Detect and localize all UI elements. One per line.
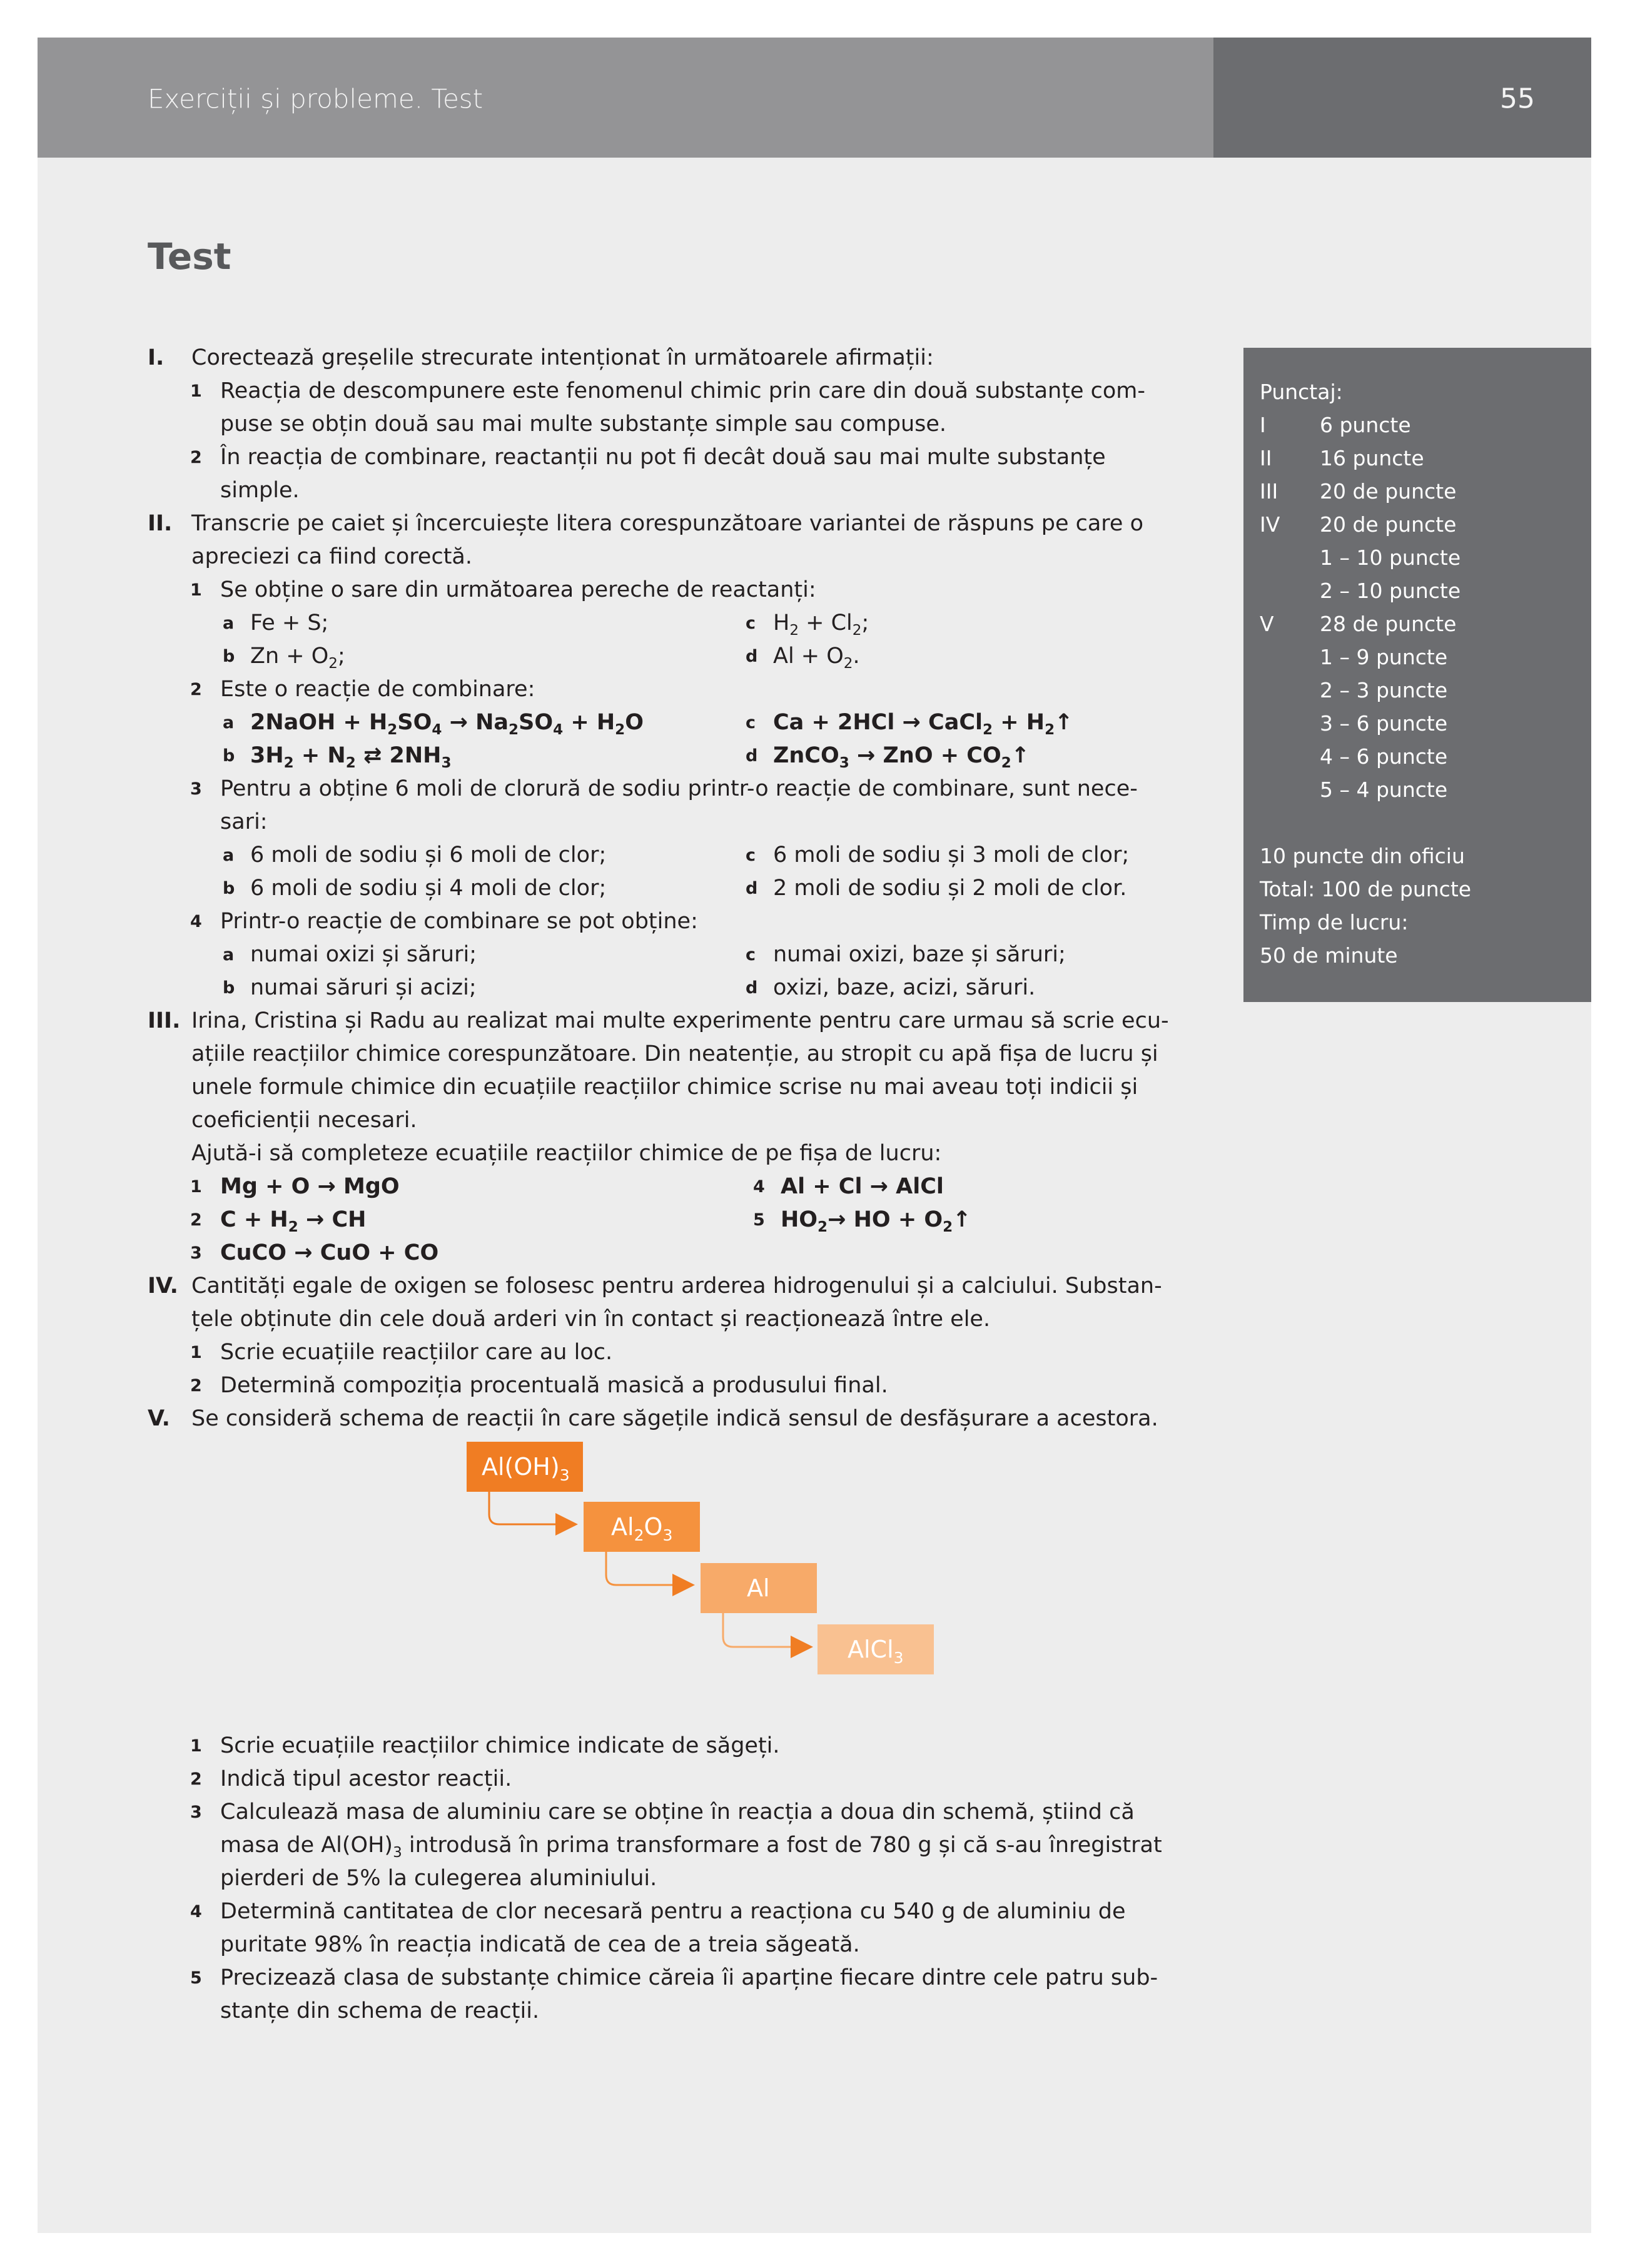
section-text: apreciezi ca fiind corectă. (191, 544, 473, 569)
option-text: 6 moli de sodiu și 3 moli de clor; (773, 843, 1130, 868)
option-letter: d (746, 647, 758, 666)
score-section: III (1260, 479, 1278, 504)
section-text: Irina, Cristina și Radu au realizat mai multe experimente pentru care urmau să scrie ecu- (191, 1008, 1169, 1033)
section-text: țele obținute din cele două arderi vin în contact și reacționează între ele. (191, 1307, 991, 1332)
compound-box-alcl3: AlCl$_3$ (818, 1624, 934, 1674)
item-text: Precizează clasa de substanțe chimice căreia îi aparține fiecare dintre cele patru sub- (220, 1965, 1158, 1990)
score-sidebar (1243, 348, 1591, 1002)
score-line (1260, 773, 1591, 806)
item-number: 1 (190, 1343, 202, 1362)
item-number: 2 (190, 448, 202, 467)
item-text: Reacția de descompunere este fenomenul chimic prin care din două substanțe com- (220, 378, 1146, 403)
score-line (1260, 574, 1591, 607)
option-text: $H_2 + Cl_2$; (773, 610, 869, 639)
option-letter: a (223, 945, 235, 964)
item-text: stanțe din schema de reacții. (220, 1998, 540, 2023)
option-letter: d (746, 879, 758, 898)
question-row (148, 408, 1223, 441)
section-task: Ajută-i să completeze ecuațiile reacțiilor chimice de pe fișa de lucru: (191, 1141, 942, 1166)
section-1-intro (148, 342, 1223, 375)
equation: CuCO → CuO + CO (220, 1240, 439, 1265)
question-row (148, 905, 1223, 938)
option-letter: b (223, 879, 235, 898)
item-number: 1 (190, 1736, 202, 1756)
option-letter: d (746, 978, 758, 998)
option-letter: b (223, 647, 235, 666)
score-value: 6 puncte (1320, 413, 1411, 437)
score-value: 2 – 10 puncte (1320, 579, 1461, 603)
question-row (148, 1729, 1223, 1763)
score-line (1260, 508, 1591, 541)
option-row (148, 971, 1223, 1005)
score-section: IV (1260, 512, 1280, 537)
score-line (1260, 707, 1591, 740)
score-value: 20 de puncte (1320, 512, 1457, 537)
page-title: Test (148, 235, 231, 278)
score-line (1260, 408, 1591, 442)
score-value: 4 – 6 puncte (1320, 744, 1448, 769)
item-number: 4 (190, 912, 202, 931)
option-text: $Zn + O_2$; (250, 644, 345, 672)
question-row (148, 1962, 1223, 1995)
section-text: ațiile reacțiilor chimice corespunzătoare. Din neatenție, au stropit cu apă fișa de lucru și (191, 1041, 1158, 1066)
score-value: 3 – 6 puncte (1320, 711, 1448, 736)
question-row (148, 375, 1223, 408)
item-text: simple. (220, 478, 300, 503)
question-row (148, 1336, 1223, 1369)
header-title: Exerciții și probleme. Test (148, 83, 483, 114)
score-line (1260, 740, 1591, 773)
option-text: 6 moli de sodiu și 4 moli de clor; (250, 876, 607, 901)
item-number: 2 (190, 1210, 202, 1230)
compound-box-al: Al (701, 1563, 817, 1613)
page (38, 38, 1591, 2233)
item-text: Calculează masa de aluminiu care se obține în reacția a doua din schemă, știind că (220, 1800, 1135, 1825)
item-text: Se obține o sare din următoarea pereche de reactanți: (220, 577, 816, 602)
score-line (1260, 475, 1591, 508)
item-number: 5 (753, 1210, 765, 1230)
equation: $HO_2\to$ HO + $O_2↑$ (781, 1207, 971, 1236)
section-text: Se consideră schema de reacții în care săgețile indică sensul de desfășurare a acestora. (191, 1406, 1158, 1431)
option-row (148, 607, 1223, 640)
section-number: I. (148, 345, 165, 370)
option-letter: c (746, 846, 756, 865)
section-4-intro (148, 1270, 1223, 1303)
question-row (148, 772, 1223, 806)
option-row (148, 739, 1223, 772)
item-text: Determină cantitatea de clor necesară pentru a reacționa cu 540 g de aluminiu de (220, 1899, 1126, 1924)
option-text: 2 moli de sodiu și 2 moli de clor. (773, 876, 1127, 901)
option-row (148, 640, 1223, 673)
item-text: pierderi de 5% la culegerea aluminiului. (220, 1866, 657, 1891)
option-equation: 2NaOH + $H_2SO_4 \to Na_2SO_4 + H_2O$ (250, 710, 644, 739)
score-total: Total: 100 de puncte (1260, 877, 1472, 901)
section-text: unele formule chimice din ecuațiile reacțiilor chimice scrise nu mai aveau toți indicii și (191, 1075, 1138, 1100)
option-text: numai săruri și acizi; (250, 975, 477, 1000)
item-number: 2 (190, 1769, 202, 1789)
option-row (148, 872, 1223, 905)
equation-row (148, 1237, 1223, 1270)
item-text: Este o reacție de combinare: (220, 677, 535, 702)
option-letter: d (746, 746, 758, 766)
equation-row (148, 1203, 1223, 1237)
option-equation: $3H_2 + N_2$ ⇄ $2NH_3$ (250, 743, 452, 772)
equation: $C + H_2$ → CH (220, 1207, 367, 1236)
option-text: oxizi, baze, acizi, săruri. (773, 975, 1036, 1000)
option-text: 6 moli de sodiu și 6 moli de clor; (250, 843, 607, 868)
item-number: 2 (190, 680, 202, 699)
item-number: 2 (190, 1376, 202, 1395)
header-bar (38, 38, 1213, 158)
item-text: Scrie ecuațiile reacțiilor care au loc. (220, 1340, 613, 1365)
arrow-2 (606, 1552, 691, 1585)
compound-box-al2o3: $Al_2O_3$ (584, 1502, 700, 1552)
score-section: II (1260, 446, 1272, 470)
option-row (148, 839, 1223, 872)
option-row (148, 706, 1223, 739)
item-number: 3 (190, 1803, 202, 1822)
question-row (148, 1796, 1223, 1829)
option-equation: ZnCO$_3$ → ZnO + $CO_2↑$ (773, 743, 1030, 772)
item-text: Pentru a obține 6 moli de clorură de sodiu printr-o reacție de combinare, sunt nece- (220, 776, 1138, 801)
question-row (148, 673, 1223, 706)
section-number: IV. (148, 1273, 178, 1299)
equation: Mg + O → MgO (220, 1174, 400, 1199)
score-value: 5 – 4 puncte (1320, 777, 1448, 802)
score-list (1260, 408, 1591, 806)
section-number: III. (148, 1008, 181, 1033)
reaction-scheme (148, 1435, 1223, 1729)
option-text: numai oxizi și săruri; (250, 942, 477, 967)
item-number: 3 (190, 779, 202, 799)
item-text: În reacția de combinare, reactanții nu pot fi decât două sau mai multe substanțe (220, 445, 1106, 470)
item-number: 4 (753, 1177, 765, 1197)
section-text: Transcrie pe caiet și încercuiește litera corespunzătoare variantei de răspuns pe care o (191, 511, 1144, 536)
score-section: V (1260, 612, 1274, 636)
option-letter: a (223, 846, 235, 865)
section-text: Cantități egale de oxigen se folosesc pentru arderea hidrogenului și a calciului. Substan- (191, 1273, 1162, 1299)
question-row (148, 1895, 1223, 1928)
test-content (148, 342, 1223, 2028)
item-text: Indică tipul acestor reacții. (220, 1766, 512, 1791)
option-equation: Ca + 2HCl → CaCl$_2$ + $H_2↑$ (773, 710, 1073, 739)
section-number: II. (148, 511, 173, 536)
item-number: 3 (190, 1243, 202, 1263)
option-text: $Al + O_2$. (773, 644, 860, 672)
item-text: masa de $Al(OH)_3$ introdusă în prima transformare a fost de 780 g și că s-au înregistrat (220, 1833, 1162, 1861)
option-letter: a (223, 713, 235, 732)
option-letter: c (746, 713, 756, 732)
score-value: 1 – 10 puncte (1320, 545, 1461, 570)
question-row (148, 1763, 1223, 1796)
option-text: numai oxizi, baze și săruri; (773, 942, 1066, 967)
item-text: sari: (220, 809, 268, 834)
option-letter: c (746, 614, 756, 633)
section-5-intro (148, 1402, 1223, 1435)
item-text: puritate 98% în reacția indicată de cea de a treia săgeată. (220, 1932, 860, 1957)
item-number: 1 (190, 580, 202, 600)
item-number: 5 (190, 1968, 202, 1988)
section-text: coeficienții necesari. (191, 1108, 417, 1133)
option-letter: b (223, 746, 235, 766)
time-label: Timp de lucru: (1260, 910, 1409, 934)
option-letter: b (223, 978, 235, 998)
header-page-block (1213, 38, 1591, 158)
equation-row (148, 1170, 1223, 1203)
score-line (1260, 640, 1591, 674)
page-number: 55 (1500, 83, 1535, 115)
option-letter: c (746, 945, 756, 964)
question-row (148, 1369, 1223, 1402)
score-value: 28 de puncte (1320, 612, 1457, 636)
item-number: 4 (190, 1902, 202, 1921)
item-text: Scrie ecuațiile reacțiilor chimice indicate de săgeți. (220, 1733, 780, 1758)
section-number: V. (148, 1406, 170, 1431)
item-text: Determină compoziția procentuală masică a produsului final. (220, 1373, 888, 1398)
item-text: puse se obțin două sau mai multe substanțe simple sau compuse. (220, 412, 947, 437)
option-letter: a (223, 614, 235, 633)
question-row (148, 441, 1223, 474)
section-3-intro (148, 1005, 1223, 1038)
arrow-3 (723, 1613, 809, 1647)
equation: Al + Cl → AlCl (781, 1174, 944, 1199)
item-number: 1 (190, 382, 202, 401)
score-line (1260, 674, 1591, 707)
section-text: Corectează greșelile strecurate intenționat în următoarele afirmații: (191, 345, 934, 370)
time-value: 50 de minute (1260, 943, 1398, 968)
compound-box-aloh3: $Al(OH)_3$ (467, 1442, 583, 1492)
score-section: I (1260, 413, 1266, 437)
score-line (1260, 541, 1591, 574)
score-value: 2 – 3 puncte (1320, 678, 1448, 702)
score-line (1260, 607, 1591, 640)
score-line (1260, 442, 1591, 475)
option-text: Fe + S; (250, 610, 329, 635)
arrow-1 (489, 1491, 574, 1524)
question-row (148, 574, 1223, 607)
scheme-arrows (148, 1435, 1223, 1729)
option-row (148, 938, 1223, 971)
section-2-intro (148, 507, 1223, 540)
score-heading: Punctaj: (1260, 380, 1343, 404)
score-oficiu: 10 puncte din oficiu (1260, 844, 1465, 868)
score-value: 16 puncte (1320, 446, 1424, 470)
item-number: 1 (190, 1177, 202, 1197)
score-value: 1 – 9 puncte (1320, 645, 1448, 669)
item-text: Printr-o reacție de combinare se pot obține: (220, 909, 698, 934)
question-row (148, 474, 1223, 507)
score-value: 20 de puncte (1320, 479, 1457, 504)
